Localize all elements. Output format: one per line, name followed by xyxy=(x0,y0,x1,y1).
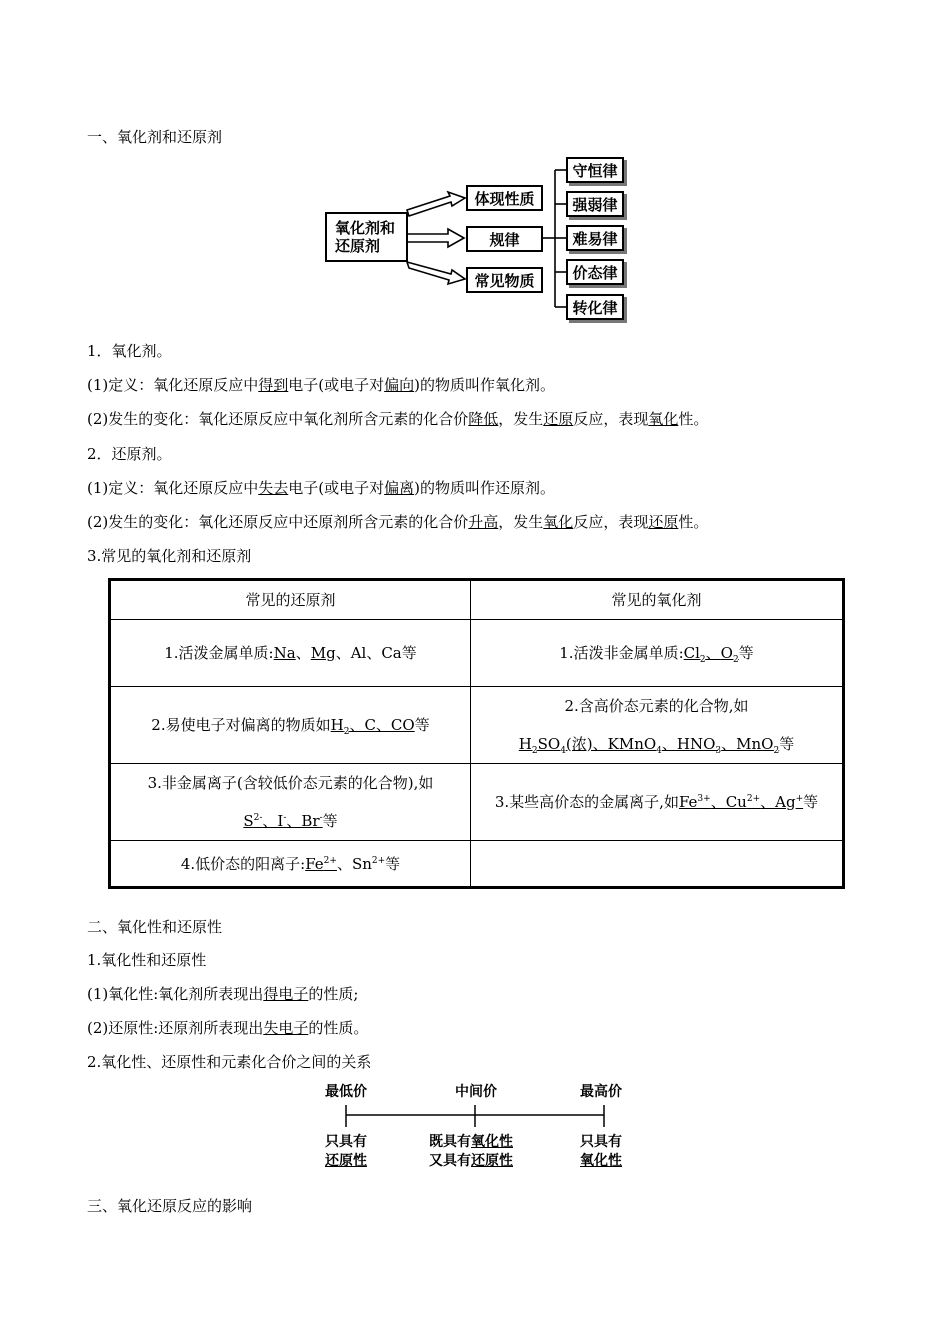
text: (1)氧化性:氧化剂所表现出 xyxy=(87,985,264,1003)
text: 、Br xyxy=(286,812,320,830)
text: 电子(或电子对 xyxy=(288,376,385,394)
table-cell-empty xyxy=(471,841,844,888)
table-row xyxy=(110,580,844,620)
arrow-icon xyxy=(407,192,465,284)
answer xyxy=(679,793,803,811)
superscript: 2+ xyxy=(323,855,337,866)
text: (浓)、KMnO xyxy=(565,735,657,753)
text: 既具有 xyxy=(429,1134,471,1150)
text: 性。 xyxy=(678,513,709,531)
subscript: 2 xyxy=(531,746,538,756)
reducing-property xyxy=(87,1018,368,1038)
text: 3.非金属离子(含较低价态元素的化合物),如 xyxy=(147,774,434,792)
text: Fe xyxy=(305,854,324,873)
answer xyxy=(243,812,322,830)
superscript: 3+ xyxy=(697,794,711,804)
text: 1.活泼金属单质: xyxy=(164,644,274,662)
answer xyxy=(518,735,780,756)
oxidizing-property xyxy=(87,984,358,1004)
text: 、C、CO xyxy=(349,716,415,734)
text: 2.易使电子对偏离的物质如 xyxy=(151,716,331,734)
table-cell xyxy=(110,620,471,687)
answer xyxy=(683,644,739,665)
text: ，发生 xyxy=(498,513,544,531)
text: 的性质; xyxy=(308,985,359,1003)
text: 电子(或电子对 xyxy=(288,479,385,497)
text: (2)发生的变化：氧化还原反应中氧化剂所含元素的化合价 xyxy=(87,410,469,428)
text: 、Cu xyxy=(710,793,747,811)
text: 2.含高价态元素的化合物,如 xyxy=(564,697,749,715)
relation-heading: 2.氧化性、还原性和元素化合价之间的关系 xyxy=(87,1053,372,1071)
text: 等 xyxy=(738,644,754,662)
high-line-2 xyxy=(580,1152,622,1171)
text: 、Sn xyxy=(336,854,372,873)
header-oxidants: 常见的氧化剂 xyxy=(471,580,844,620)
text xyxy=(117,802,464,840)
subscript: 2 xyxy=(343,727,350,737)
branch-laws: 规律 xyxy=(466,226,543,252)
text: )的物质叫作氧化剂。 xyxy=(414,376,555,394)
label-middle: 中间价 xyxy=(455,1084,497,1100)
table-row xyxy=(110,764,844,841)
common-agents-table xyxy=(108,578,845,889)
label-lowest: 最低价 xyxy=(325,1084,367,1100)
answer: 偏离 xyxy=(384,479,415,497)
text: 3.某些高价态的金属离子,如 xyxy=(494,793,679,811)
table-cell xyxy=(471,764,844,841)
superscript: 2+ xyxy=(746,794,761,804)
text: 等 xyxy=(322,812,338,830)
text: 1.活泼非金属单质: xyxy=(559,644,684,662)
subscript: 4 xyxy=(656,746,662,756)
text: 、MnO xyxy=(721,735,774,753)
answer: 氧化性 xyxy=(580,1153,622,1169)
answer: 还原性 xyxy=(325,1153,367,1169)
subscript: 3 xyxy=(715,746,722,756)
answer: 偏向 xyxy=(384,376,415,394)
text: 等 xyxy=(385,854,401,873)
text: (1)定义：氧化还原反应中 xyxy=(87,479,259,497)
text: )的物质叫作还原剂。 xyxy=(414,479,555,497)
oxidant-heading: 1．氧化剂。 xyxy=(87,342,172,360)
law-conservation: 守恒律 xyxy=(566,157,624,183)
answer: 得电子 xyxy=(263,985,309,1003)
text: SO xyxy=(537,735,561,753)
text: 反应，表现 xyxy=(573,513,649,531)
mid-line-1 xyxy=(429,1133,513,1152)
text: ，发生 xyxy=(498,410,544,428)
header-reductants: 常见的还原剂 xyxy=(110,580,471,620)
mid-line-2 xyxy=(429,1152,513,1171)
text: 等 xyxy=(414,716,430,734)
table-row xyxy=(110,687,844,764)
text: 4.低价态的阳离子: xyxy=(180,854,306,873)
answer: 氧化 xyxy=(543,513,574,531)
answer xyxy=(305,855,337,873)
text: O xyxy=(720,644,733,662)
table-row xyxy=(110,841,844,888)
low-line-2 xyxy=(325,1152,367,1171)
subscript: 4 xyxy=(560,746,566,756)
reductant-change xyxy=(87,512,708,532)
answer: Mg xyxy=(310,644,336,662)
label-highest: 最高价 xyxy=(580,1084,622,1100)
text: 、 xyxy=(295,644,311,662)
high-line-1: 只具有 xyxy=(580,1134,622,1150)
text: Cl xyxy=(683,644,700,662)
center-line-1: 氧化剂和 xyxy=(335,219,396,237)
superscript: + xyxy=(795,794,804,804)
table-cell xyxy=(110,841,471,888)
table-cell xyxy=(471,620,844,687)
table-cell xyxy=(471,687,844,764)
diagram-center-box xyxy=(325,212,408,262)
text: (2)发生的变化：氧化还原反应中还原剂所含元素的化合价 xyxy=(87,513,469,531)
answer: 失去 xyxy=(258,479,289,497)
answer: 还原 xyxy=(648,513,679,531)
law-strength: 强弱律 xyxy=(566,191,624,217)
reductant-heading: 2．还原剂。 xyxy=(87,445,172,463)
common-agents-heading: 3.常见的氧化剂和还原剂 xyxy=(87,547,252,565)
text: 、Al、Ca等 xyxy=(335,644,417,662)
bracket-lines xyxy=(543,170,566,307)
answer: 失电子 xyxy=(263,1019,309,1037)
answer: 氧化性 xyxy=(471,1134,513,1150)
answer: 升高 xyxy=(468,513,499,531)
text: H xyxy=(518,735,532,753)
text: 、I xyxy=(262,812,284,830)
law-ease: 难易律 xyxy=(566,225,624,251)
table-cell xyxy=(110,687,471,764)
section-heading-2: 二、氧化性和还原性 xyxy=(87,918,223,936)
text: 、Ag xyxy=(760,793,796,811)
reductant-definition xyxy=(87,478,555,498)
answer: 降低 xyxy=(468,410,499,428)
text: H xyxy=(330,716,344,734)
text: 等 xyxy=(779,735,795,753)
answer: 氧化 xyxy=(648,410,679,428)
text: 的性质。 xyxy=(308,1019,369,1037)
branch-properties: 体现性质 xyxy=(466,185,543,211)
oxidant-change xyxy=(87,409,708,429)
oxidant-definition xyxy=(87,375,555,395)
law-valence: 价态律 xyxy=(566,259,624,285)
text: 、 xyxy=(705,644,721,662)
center-line-2: 还原剂 xyxy=(335,237,381,255)
text: (1)定义：氧化还原反应中 xyxy=(87,376,259,394)
subscript: 2 xyxy=(773,746,780,756)
text: Fe xyxy=(678,793,698,811)
text: S xyxy=(243,812,254,830)
superscript: - xyxy=(319,813,323,823)
props-heading: 1.氧化性和还原性 xyxy=(87,951,207,969)
text: 等 xyxy=(803,793,819,811)
answer: 还原性 xyxy=(471,1153,513,1169)
table-row xyxy=(110,620,844,687)
text: 、HNO xyxy=(661,735,716,753)
text: (2)还原性:还原剂所表现出 xyxy=(87,1019,264,1037)
text xyxy=(477,725,836,763)
superscript: 2+ xyxy=(371,855,386,866)
answer: 还原 xyxy=(543,410,574,428)
law-conversion: 转化律 xyxy=(566,294,624,320)
low-line-1: 只具有 xyxy=(325,1134,367,1150)
answer: Na xyxy=(273,644,296,662)
text: 反应，表现 xyxy=(573,410,649,428)
text: 性。 xyxy=(678,410,709,428)
superscript: - xyxy=(283,813,287,823)
superscript: 2- xyxy=(253,813,263,823)
valence-axis xyxy=(330,1100,620,1130)
answer xyxy=(330,716,415,737)
branch-common-substances: 常见物质 xyxy=(466,267,543,293)
subscript: 2 xyxy=(699,655,706,665)
subscript: 2 xyxy=(732,655,739,665)
section-heading-1: 一、氧化剂和还原剂 xyxy=(87,128,223,146)
answer: 得到 xyxy=(258,376,289,394)
table-cell xyxy=(110,764,471,841)
text: 又具有 xyxy=(429,1153,471,1169)
section-heading-3: 三、氧化还原反应的影响 xyxy=(87,1197,253,1215)
